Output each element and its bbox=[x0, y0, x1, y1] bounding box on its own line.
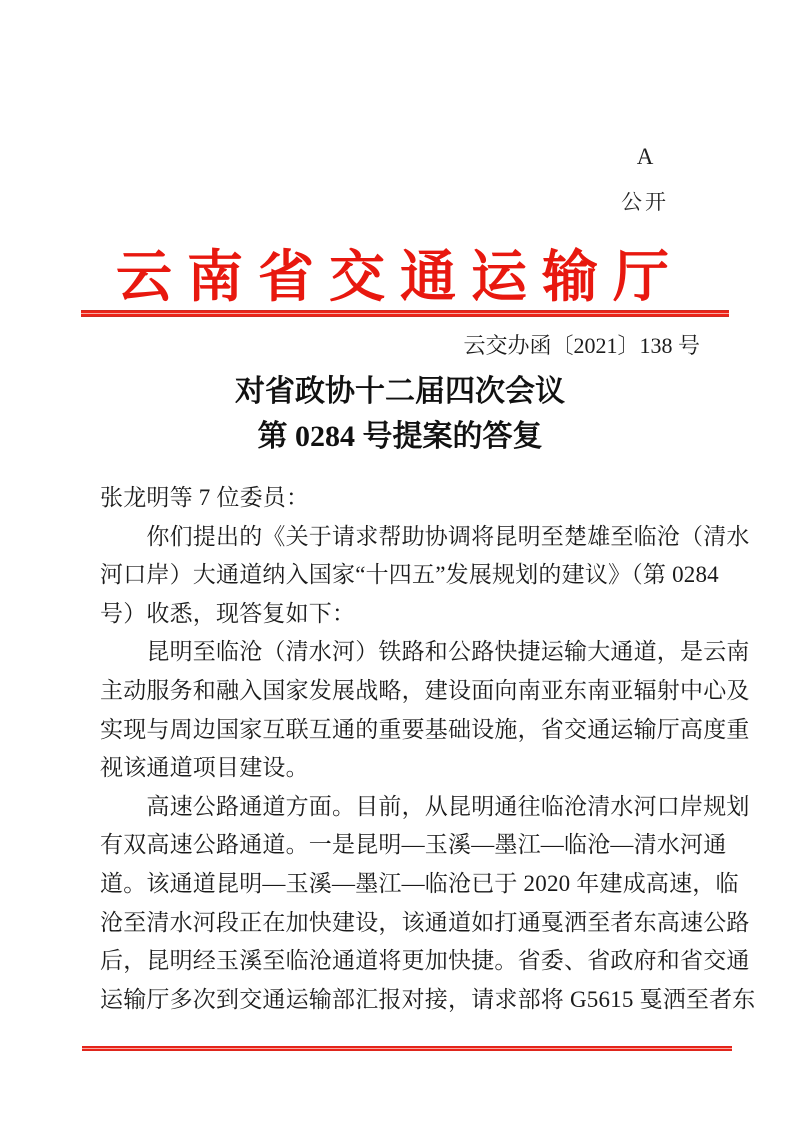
body-line: 视该通道项目建设。 bbox=[100, 755, 309, 781]
body-line: 河口岸）大通道纳入国家“十四五”发展规划的建议》（第 0284 bbox=[100, 562, 719, 588]
body-line: 你们提出的《关于请求帮助协调将昆明至楚雄至临沧（清水 bbox=[100, 523, 750, 549]
classification-grade: A bbox=[636, 144, 654, 169]
body-line-salutation: 张龙明等 7 位委员： bbox=[100, 485, 310, 510]
footer-red-rule bbox=[82, 1046, 732, 1051]
body-line: 昆明至临沧（清水河）铁路和公路快捷运输大通道，是云南 bbox=[100, 639, 750, 665]
body-line: 沧至清水河段正在加快建设，该通道如打通戛洒至者东高速公路 bbox=[100, 909, 750, 935]
publicity-mark: 公开 bbox=[621, 190, 669, 214]
body-line: 有双高速公路通道。一是昆明—玉溪—墨江—临沧—清水河通 bbox=[100, 832, 727, 858]
letterhead-red-rule bbox=[81, 310, 729, 317]
document-title-line-1: 对省政协十二届四次会议 bbox=[235, 375, 565, 408]
body-line: 道。该通道昆明—玉溪—墨江—临沧已于 2020 年建成高速，临 bbox=[100, 870, 739, 896]
body-line: 主动服务和融入国家发展战略，建设面向南亚东南亚辐射中心及 bbox=[100, 677, 750, 703]
body-line: 后，昆明经玉溪至临沧通道将更加快捷。省委、省政府和省交通 bbox=[100, 948, 750, 974]
document-title-line-2: 第 0284 号提案的答复 bbox=[257, 420, 543, 453]
document-reference-number: 云交办函〔2021〕138 号 bbox=[463, 333, 700, 358]
body-line: 运输厅多次到交通运输部汇报对接，请求部将 G5615 戛洒至者东 bbox=[100, 986, 756, 1012]
body-line: 号）收悉，现答复如下： bbox=[100, 600, 356, 626]
body-line: 高速公路通道方面。目前，从昆明通往临沧清水河口岸规划 bbox=[100, 793, 750, 819]
body-line: 实现与周边国家互联互通的重要基础设施，省交通运输厅高度重 bbox=[100, 716, 750, 742]
document-body bbox=[100, 479, 756, 1019]
agency-letterhead-title: 云南省交通运输厅 bbox=[116, 247, 684, 309]
